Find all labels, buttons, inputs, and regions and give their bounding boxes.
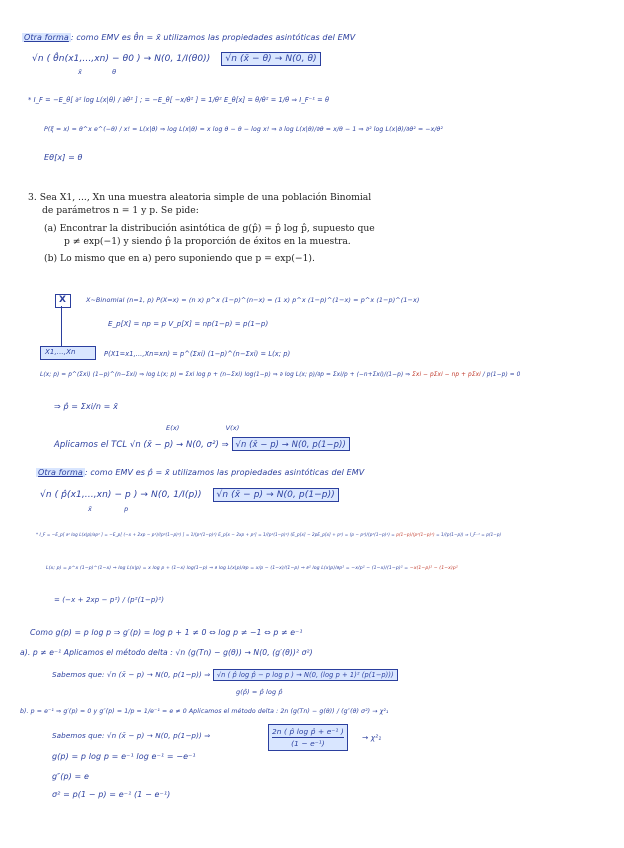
second-derivative-formula: = (−x + 2xp − p²) / (p²(1−p)²) (54, 596, 165, 604)
fisher-info-formula: * I_F = −E_p[ ∂² log L(x|p)/∂p² ] = −E_p[ (−x + 2xp − p²)/(p²(1−p)²) ] = 1/(p²(1−p)²) E_p[x − 2xp + p²] = 1/(p²(1−p)²) (E_p[x] − 2pE_p[x] + p²) = (p − p²)/(p²(1−p)²) = (36, 532, 395, 537)
g-value-formula: g(p) = p log p = e⁻¹ log e⁻¹ = −e⁻¹ (52, 752, 196, 761)
log-likelihood-tail: / p(1−p) = 0 (482, 372, 521, 378)
binomial-moments-formula: E_p[X] = np = p V_p[X] = np(1−p) = p(1−p) (108, 320, 269, 328)
boxed-numerator: 2n ( p̂ log p̂ + e⁻¹ ) (272, 727, 344, 736)
underbrace-labels-1 (78, 68, 116, 76)
problem-part-a (44, 223, 375, 234)
poisson-likelihood-formula: P(ξ = x) = θ^x e^(−θ) / x! = L(x|θ) ⇒ log L(x|θ) = x log θ − θ − log x! ⇒ ∂ log L(x|θ)/∂θ = x/θ − 1 ⇒ ∂² log L(x|θ)/∂θ² = −x/θ² (44, 126, 444, 133)
problem-number: 3. (28, 192, 37, 203)
part-a-label: (a) (44, 223, 57, 234)
binomial-definition (86, 296, 419, 304)
expectation-line (44, 153, 83, 162)
boxed-result-1: √n (x̄ − θ) → N(0, θ) (221, 52, 320, 66)
otra-forma-tag: Otra forma (24, 33, 69, 42)
problem-part-b (44, 253, 315, 264)
second-order-delta-formula: b). p = e⁻¹ ⇒ g′(p) = 0 y g″(p) = 1/p = 1/e⁻¹ = e ≠ 0 Aplicamos el método delta : 2n (g(Tn) − g(θ)) / (g″(θ) σ²) → χ²₁ (20, 708, 389, 715)
bernoulli-likelihood-line (46, 566, 458, 571)
problem-stem-text: de parámetros n = 1 y p. Se pide: (42, 205, 199, 216)
x-variable-box (55, 294, 71, 308)
part-a-boxed-result: √n ( p̂ log p̂ − p log p ) → N(0, (log p + 1)² (p(1−p))) (213, 669, 398, 681)
joint-probability (104, 350, 290, 358)
problem-stem-text: Sea X1, ..., Xn una muestra aleatoria simple de una población Binomial (39, 192, 372, 203)
fisher-info-tail: = 1/(p(1−p)) ⇒ I_F⁻¹ = p(1−p) (436, 532, 502, 537)
delta-method-formula: a). p ≠ e⁻¹ Aplicamos el método delta : √n (g(Tn) − g(θ)) → N(0, (g′(θ))² σ²) (20, 648, 313, 657)
x-variable-label: X (59, 295, 67, 305)
boxed-result-2: √n (x̄ − p) → N(0, p(1−p)) (213, 488, 339, 502)
tcl-formula: Aplicamos el TCL √n (x̄ − p) → N(0, σ²) ⇒ (54, 439, 229, 449)
part-a-result-line (52, 670, 398, 679)
problem-part-a-2 (64, 236, 351, 247)
boxed-denominator: (1 − e⁻¹) (291, 739, 325, 748)
sample-label: X1,...,Xn (45, 348, 76, 356)
otra-forma-tag: Otra forma (38, 468, 83, 477)
underbrace-label: θ (112, 68, 117, 76)
over-label-vx: V(x) (225, 424, 240, 432)
part-b-delta-method (20, 708, 389, 715)
crossed-terms: −x(1−p)² − (1−x)p² (409, 566, 458, 571)
underbrace-label: x̄ (88, 505, 92, 513)
joint-probability-formula: P(X1=x1,...,Xn=xn) = p^(Σxi) (1−p)^(n−Σxi) = L(x; p) (104, 350, 291, 358)
poisson-likelihood-line (44, 126, 443, 133)
tcl-over-labels (166, 424, 239, 432)
part-b-boxed-result (268, 724, 348, 751)
connector-line (61, 306, 62, 346)
sample-box (40, 346, 96, 360)
problem-stem-1 (28, 192, 371, 203)
g-derivative-condition (30, 628, 303, 637)
asymptotic-emv-line-2 (40, 490, 339, 500)
part-a-text: Encontrar la distribución asintótica de g(p̂) = p̂ log p̂, supuesto que (59, 223, 375, 234)
g-second-derivative-formula: g″(p) = e (52, 772, 89, 781)
crossed-terms: p(1−p)/(p²(1−p)²) (396, 532, 435, 537)
g-derivative-formula: Como g(p) = p log p ⇒ g′(p) = log p + 1 ≠ 0 ⇔ log p ≠ −1 ⇔ p ≠ e⁻¹ (30, 628, 303, 637)
asymptotic-emv-formula: √n ( θ̂n(x1,...,xn) − θ0 ) → N(0, 1/I(θ0)) (32, 54, 211, 64)
part-a-text: p ≠ exp(−1) y siendo p̂ la proporción de éxitos en la muestra. (64, 236, 351, 247)
underbrace-label: p (124, 505, 129, 513)
variance-line (52, 790, 170, 799)
tcl-boxed-result: √n (x̄ − p) → N(0, p(1−p)) (232, 437, 350, 451)
bernoulli-likelihood-formula: L(x; p) = p^x (1−p)^(1−x) ⇒ log L(x|p) = x log p + (1−x) log(1−p) ⇒ ∂ log L(x|p)/∂p = x/p − (1−x)/(1−p) ⇒ ∂² log L(x|p)/∂p² = −x/p² − (1−x)/(1−p)² = (46, 566, 409, 571)
asymptotic-emv-line (32, 54, 321, 64)
log-likelihood-formula: L(x; p) = p^(Σxi) (1−p)^(n−Σxi) ⇒ log L(x; p) = Σxi log p + (n−Σxi) log(1−p) ⇒ ∂ log L(x; p)/∂p = Σxi/p + (−n+Σxi)/(1−p) ⇒ (40, 372, 411, 378)
mle-estimate: ⇒ p̂ = Σxi/n = x̄ (54, 402, 118, 411)
underbrace-labels-2 (88, 505, 128, 513)
otra-forma-text: : como EMV es p̂ = x̄ utilizamos las propiedades asintóticas del EMV (84, 468, 365, 477)
tcl-line (54, 439, 350, 449)
log-likelihood-line (40, 372, 520, 378)
sabemos-formula: Sabemos que: √n (x̄ − p) → N(0, p(1−p)) ⇒ (52, 731, 211, 740)
otra-forma-line-2 (36, 468, 364, 477)
binomial-moments (108, 320, 268, 328)
otra-forma-line-1 (22, 33, 355, 42)
fisher-info-line-2 (36, 532, 501, 537)
crossed-terms: Σxi − pΣxi − np + pΣxi (412, 372, 481, 378)
part-b-sabemos-line (52, 731, 210, 740)
g-value-line (52, 752, 196, 761)
fisher-info-formula: * I_F = −E_θ[ ∂² log L(x|θ) / ∂θ² ] ; = −E_θ[ −x/θ² ] = 1/θ² E_θ[x] = θ/θ² = 1/θ ⇒ I_F⁻¹ = θ (28, 96, 330, 104)
binomial-formula: X∼Binomial (n=1, p) P(X=x) = (n x) p^x (1−p)^(n−x) = (1 x) p^x (1−p)^(1−x) = p^x (1−p)^(1−x) (86, 296, 420, 304)
g-second-derivative-line (52, 772, 89, 781)
over-label-ex: E(x) (166, 424, 180, 432)
expectation-formula: Eθ[x] = θ (44, 153, 83, 162)
mle-estimate-line (54, 402, 118, 411)
g-hat-label: g(p̂) = p̂ log p̂ (236, 688, 283, 696)
problem-stem-2 (42, 205, 199, 216)
part-b-label: (b) (44, 253, 58, 264)
second-derivative-line (54, 596, 164, 604)
part-a-delta-method (20, 648, 313, 657)
variance-formula: σ² = p(1 − p) = e⁻¹ (1 − e⁻¹) (52, 790, 171, 799)
part-b-text: Lo mismo que en a) pero suponiendo que p = exp(−1). (59, 253, 315, 264)
fisher-info-line-1 (28, 96, 329, 104)
asymptotic-emv-formula: √n ( p̂(x1,...,xn) − p ) → N(0, 1/I(p)) (40, 490, 202, 500)
underbrace-label: x̄ (78, 68, 82, 76)
chi-square-label: → χ²₁ (362, 733, 382, 742)
otra-forma-text: : como EMV es θ̂n = x̄ utilizamos las propiedades asintóticas del EMV (70, 33, 356, 42)
chi-square-limit (362, 733, 381, 742)
part-a-underlabel (236, 688, 283, 696)
sabemos-formula: Sabemos que: √n (x̄ − p) → N(0, p(1−p)) ⇒ (52, 670, 211, 679)
